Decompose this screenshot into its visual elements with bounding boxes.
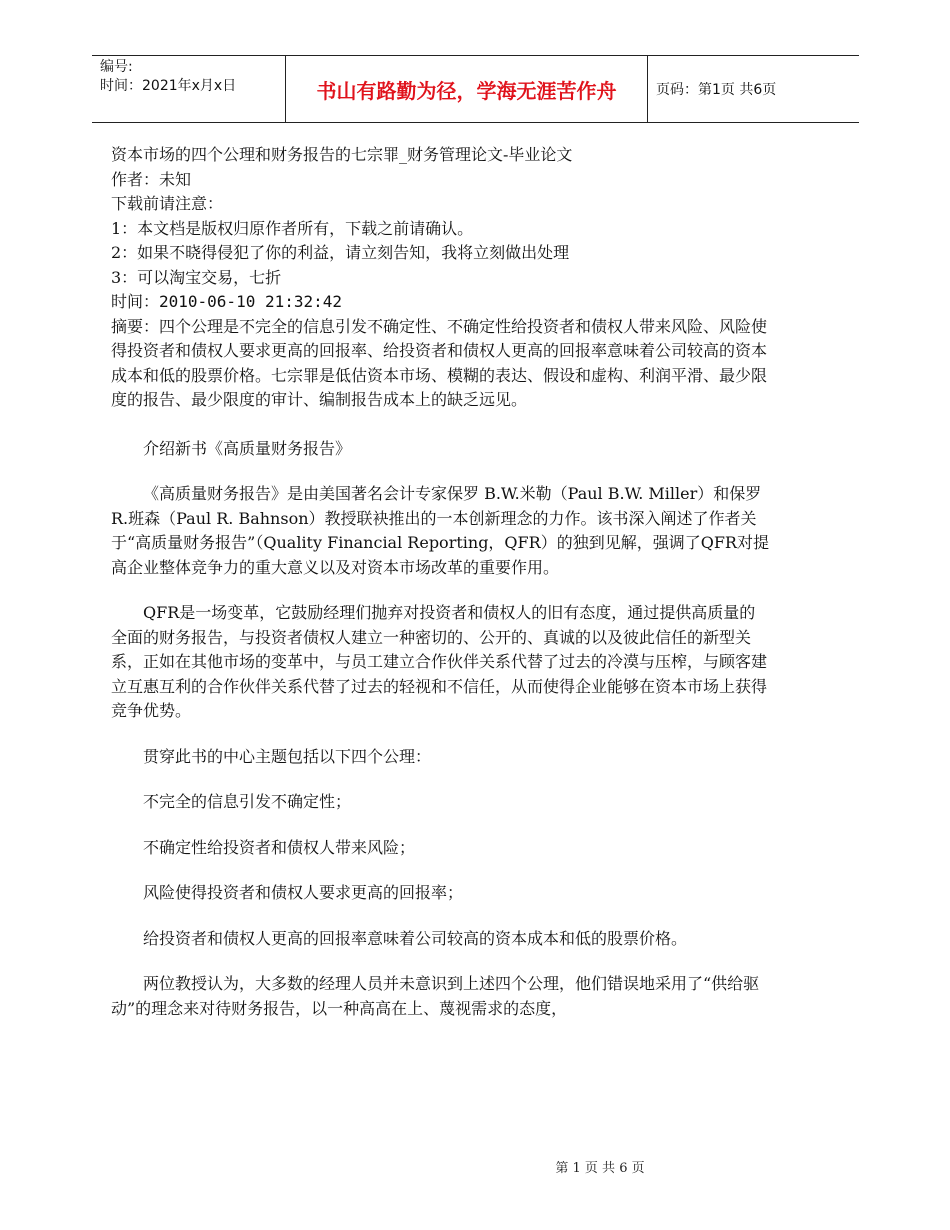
- time-label: 时间：2021年x月x日: [100, 78, 237, 94]
- notice-item: 1：本文档是版权归原作者所有，下载之前请确认。: [111, 218, 474, 238]
- number-label: 编号:: [100, 59, 133, 75]
- paragraph: 两位教授认为，大多数的经理人员并未意识到上述四个公理，他们错误地采用了“供给驱动”的理念来对待财务报告，以一种高高在上、蔑视需求的态度，: [111, 974, 760, 1018]
- motto: 书山有路勤为径，学海无涯苦作舟: [286, 56, 648, 122]
- doc-time: 时间：2010-06-10 21:32:42: [111, 292, 343, 311]
- document-body: [111, 143, 771, 1021]
- paragraph: QFR是一场变革，它鼓励经理们抛弃对投资者和债权人的旧有态度，通过提供高质量的全面的财务报告，与投资者债权人建立一种密切的、公开的、真诚的以及彼此信任的新型关系，正如在其他市场的变革中，与员工建立合作伙伴关系代替了过去的冷漠与压榨，与顾客建立互惠互利的合作伙伴关系代替了过去的轻视和不信任，从而使得企业能够在资本市场上获得竞争优势。: [111, 603, 768, 720]
- paragraph: 不确定性给投资者和债权人带来风险；: [143, 837, 416, 857]
- paragraph: 给投资者和债权人更高的回报率意味着公司较高的资本成本和低的股票价格。: [143, 928, 688, 948]
- paragraph: 风险使得投资者和债权人要求更高的回报率；: [143, 883, 464, 902]
- notice-heading: 下载前请注意：: [111, 194, 224, 213]
- footer-page-number: 第 1 页 共 6 页: [555, 1161, 645, 1176]
- doc-author: 作者：未知: [111, 169, 192, 189]
- page-info: 页码：第1页 共6页: [656, 82, 777, 98]
- abstract: 摘要：四个公理是不完全的信息引发不确定性、不确定性给投资者和债权人带来风险、风险使得投资者和债权人要求更高的回报率、给投资者和债权人更高的回报率意味着公司较高的资本成本和低的股票价格。七宗罪是低估资本市场、模糊的表达、假设和虚构、利润平滑、最少限度的报告、最少限度的审计、编制报告成本上的缺乏远见。: [111, 316, 768, 409]
- notice-item: 2：如果不晓得侵犯了你的利益，请立刻告知，我将立刻做出处理: [111, 243, 570, 262]
- header-left-cell: [92, 56, 286, 122]
- notice-item: 3：可以淘宝交易，七折: [111, 267, 282, 287]
- header-table: [92, 55, 859, 123]
- doc-title: 资本市场的四个公理和财务报告的七宗罪_财务管理论文-毕业论文: [111, 145, 573, 164]
- paragraph: 《高质量财务报告》是由美国著名会计专家保罗 B.W.米勒（Paul B.W. Miller）和保罗 R.班森（Paul R. Bahnson）教授联袂推出的一本创新理念的力作。该书深入阐述了作者关于“高质量财务报告”（Quality Financial Reporting，QFR）的独到见解，强调了QFR对提高企业整体竞争力的重大意义以及对资本市场改革的重要作用。: [111, 484, 769, 577]
- page-footer: [0, 1157, 950, 1176]
- paragraph: 介绍新书《高质量财务报告》: [143, 438, 352, 458]
- paragraph: 不完全的信息引发不确定性；: [143, 792, 352, 811]
- paragraph: 贯穿此书的中心主题包括以下四个公理：: [143, 746, 432, 766]
